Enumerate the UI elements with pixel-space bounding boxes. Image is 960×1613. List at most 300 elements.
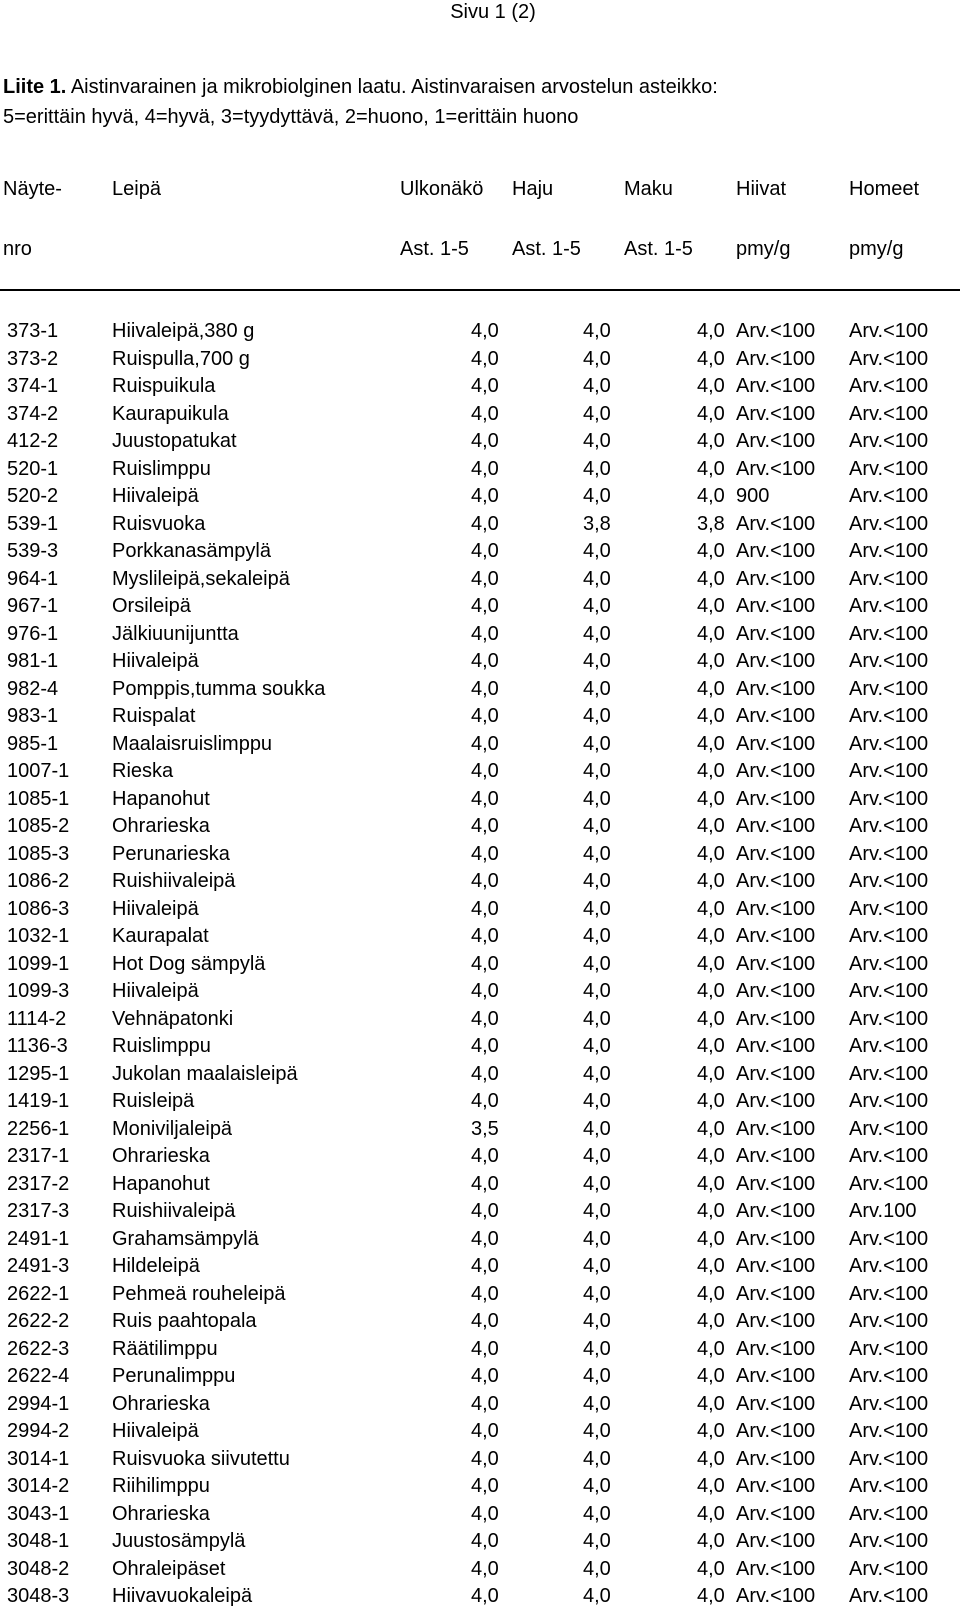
bread-name: Pehmeä rouheleipä	[112, 1282, 286, 1305]
molds-value: Arv.<100	[849, 677, 929, 700]
bread-name: Ruisvuoka	[112, 512, 206, 535]
header-maku: Maku	[624, 178, 673, 200]
appearance-score: 4,0	[471, 732, 499, 755]
taste-score: 4,0	[697, 1585, 725, 1607]
taste-score: 3,8	[697, 512, 725, 535]
molds-value: Arv.<100	[849, 1447, 929, 1470]
table-row	[0, 538, 960, 566]
column-header-row-1	[0, 178, 960, 204]
smell-score: 4,0	[583, 1227, 611, 1250]
taste-score: 4,0	[697, 595, 725, 617]
sample-number: 967-1	[7, 595, 59, 617]
table-row	[0, 1446, 960, 1474]
header-leipa: Leipä	[112, 178, 161, 200]
taste-score: 4,0	[697, 567, 725, 590]
bread-name: Grahamsämpylä	[112, 1227, 259, 1250]
taste-score: 4,0	[697, 1117, 725, 1140]
molds-value: Arv.<100	[849, 925, 929, 947]
bread-name: Räätilimppu	[112, 1337, 218, 1360]
taste-score: 4,0	[697, 760, 725, 782]
molds-value: Arv.<100	[849, 430, 929, 452]
smell-score: 4,0	[583, 430, 611, 452]
taste-score: 4,0	[697, 1420, 725, 1442]
molds-value: Arv.<100	[849, 320, 929, 342]
sample-number: 520-2	[7, 485, 59, 507]
smell-score: 4,0	[583, 457, 611, 480]
yeasts-value: Arv.<100	[736, 787, 816, 810]
smell-score: 4,0	[583, 952, 611, 975]
bread-name: Myslileipä,sekaleipä	[112, 567, 290, 590]
sample-number: 520-1	[7, 457, 59, 480]
yeasts-value: Arv.<100	[736, 1255, 816, 1277]
taste-score: 4,0	[697, 320, 725, 342]
header-hiivat: Hiivat	[736, 178, 787, 200]
bread-name: Hiivaleipä	[112, 897, 199, 920]
bread-name: Ruispuikula	[112, 375, 216, 397]
smell-score: 4,0	[583, 1557, 611, 1580]
yeasts-value: Arv.<100	[736, 1062, 816, 1085]
table-row	[0, 923, 960, 951]
smell-score: 4,0	[583, 1255, 611, 1277]
sample-number: 2622-4	[7, 1365, 70, 1387]
appendix-label: Liite 1.	[3, 76, 67, 98]
table-row	[0, 1418, 960, 1446]
molds-value: Arv.100	[849, 1200, 917, 1222]
taste-score: 4,0	[697, 650, 725, 672]
table-row	[0, 813, 960, 841]
smell-score: 4,0	[583, 677, 611, 700]
molds-value: Arv.<100	[849, 1145, 929, 1167]
taste-score: 4,0	[697, 705, 725, 727]
yeasts-value: Arv.<100	[736, 1200, 816, 1222]
molds-value: Arv.<100	[849, 1007, 929, 1030]
bread-name: Perunarieska	[112, 842, 230, 865]
appearance-score: 4,0	[471, 842, 499, 865]
yeasts-value: Arv.<100	[736, 1475, 816, 1497]
bread-name: Ruispalat	[112, 705, 196, 727]
molds-value: Arv.<100	[849, 980, 929, 1002]
appearance-score: 3,5	[471, 1117, 499, 1140]
yeasts-value: Arv.<100	[736, 1117, 816, 1140]
table-row	[0, 1143, 960, 1171]
appearance-score: 4,0	[471, 1172, 499, 1195]
smell-score: 4,0	[583, 1007, 611, 1030]
appearance-score: 4,0	[471, 1392, 499, 1415]
taste-score: 4,0	[697, 925, 725, 947]
smell-score: 4,0	[583, 595, 611, 617]
yeasts-value: Arv.<100	[736, 925, 816, 947]
sample-number: 539-3	[7, 540, 59, 562]
appearance-score: 4,0	[471, 760, 499, 782]
appearance-score: 4,0	[471, 457, 499, 480]
smell-score: 4,0	[583, 485, 611, 507]
bread-name: Ruis paahtopala	[112, 1310, 257, 1332]
smell-score: 4,0	[583, 1502, 611, 1525]
smell-score: 4,0	[583, 347, 611, 370]
taste-score: 4,0	[697, 1502, 725, 1525]
header-homeet: Homeet	[849, 178, 920, 200]
molds-value: Arv.<100	[849, 1282, 929, 1305]
results-table	[0, 318, 960, 1611]
molds-value: Arv.<100	[849, 567, 929, 590]
appearance-score: 4,0	[471, 567, 499, 590]
yeasts-value: Arv.<100	[736, 842, 816, 865]
bread-name: Juustosämpylä	[112, 1530, 246, 1552]
taste-score: 4,0	[697, 952, 725, 975]
appearance-score: 4,0	[471, 622, 499, 645]
table-row	[0, 318, 960, 346]
smell-score: 4,0	[583, 1062, 611, 1085]
taste-score: 4,0	[697, 1200, 725, 1222]
sample-number: 2491-1	[7, 1227, 70, 1250]
intro-line-1	[3, 72, 718, 102]
yeasts-value: Arv.<100	[736, 375, 816, 397]
table-row	[0, 1528, 960, 1556]
table-row	[0, 731, 960, 759]
yeasts-value: Arv.<100	[736, 815, 816, 837]
molds-value: Arv.<100	[849, 1475, 929, 1497]
molds-value: Arv.<100	[849, 1337, 929, 1360]
smell-score: 4,0	[583, 787, 611, 810]
header-divider	[0, 289, 960, 291]
bread-name: Ruishiivaleipä	[112, 1200, 236, 1222]
header-ulkonako: Ulkonäkö	[400, 178, 484, 200]
smell-score: 4,0	[583, 622, 611, 645]
intro-line-1-rest: Aistinvarainen ja mikrobiolginen laatu. Aistinvaraisen arvostelun asteikko:	[66, 76, 718, 98]
appearance-score: 4,0	[471, 815, 499, 837]
bread-name: Hiivaleipä	[112, 1420, 199, 1442]
column-header-row-2	[0, 238, 960, 264]
appearance-score: 4,0	[471, 1475, 499, 1497]
smell-score: 4,0	[583, 320, 611, 342]
smell-score: 4,0	[583, 705, 611, 727]
yeasts-value: Arv.<100	[736, 1145, 816, 1167]
appearance-score: 4,0	[471, 1090, 499, 1112]
sample-number: 3043-1	[7, 1502, 70, 1525]
smell-score: 4,0	[583, 980, 611, 1002]
bread-name: Ohrarieska	[112, 1392, 210, 1415]
sample-number: 1086-3	[7, 897, 70, 920]
smell-score: 4,0	[583, 1447, 611, 1470]
table-row	[0, 511, 960, 539]
bread-name: Hot Dog sämpylä	[112, 952, 266, 975]
sample-number: 3014-1	[7, 1447, 70, 1470]
yeasts-value: Arv.<100	[736, 1447, 816, 1470]
molds-value: Arv.<100	[849, 595, 929, 617]
taste-score: 4,0	[697, 732, 725, 755]
table-row	[0, 978, 960, 1006]
table-row	[0, 373, 960, 401]
molds-value: Arv.<100	[849, 870, 929, 892]
taste-score: 4,0	[697, 540, 725, 562]
smell-score: 4,0	[583, 1420, 611, 1442]
taste-score: 4,0	[697, 1255, 725, 1277]
taste-score: 4,0	[697, 897, 725, 920]
bread-name: Juustopatukat	[112, 430, 237, 452]
smell-score: 4,0	[583, 1392, 611, 1415]
table-row	[0, 566, 960, 594]
taste-score: 4,0	[697, 787, 725, 810]
yeasts-value: Arv.<100	[736, 1585, 816, 1607]
appearance-score: 4,0	[471, 980, 499, 1002]
smell-score: 4,0	[583, 1282, 611, 1305]
table-row	[0, 1583, 960, 1611]
sample-number: 3048-1	[7, 1530, 70, 1552]
yeasts-value: Arv.<100	[736, 732, 816, 755]
smell-score: 4,0	[583, 760, 611, 782]
smell-score: 4,0	[583, 1475, 611, 1497]
table-row	[0, 786, 960, 814]
sample-number: 964-1	[7, 567, 59, 590]
appearance-score: 4,0	[471, 485, 499, 507]
sample-number: 1099-1	[7, 952, 70, 975]
yeasts-value: 900	[736, 485, 770, 507]
smell-score: 4,0	[583, 402, 611, 425]
taste-score: 4,0	[697, 1062, 725, 1085]
taste-score: 4,0	[697, 980, 725, 1002]
molds-value: Arv.<100	[849, 512, 929, 535]
bread-name: Ohraleipäset	[112, 1557, 226, 1580]
bread-name: Riihilimppu	[112, 1475, 210, 1497]
appearance-score: 4,0	[471, 1447, 499, 1470]
yeasts-value: Arv.<100	[736, 622, 816, 645]
sample-number: 2994-1	[7, 1392, 70, 1415]
appearance-score: 4,0	[471, 1420, 499, 1442]
appearance-score: 4,0	[471, 430, 499, 452]
bread-name: Orsileipä	[112, 595, 191, 617]
molds-value: Arv.<100	[849, 1502, 929, 1525]
sample-number: 2491-3	[7, 1255, 70, 1277]
appearance-score: 4,0	[471, 375, 499, 397]
appearance-score: 4,0	[471, 1035, 499, 1057]
bread-name: Hiivaleipä	[112, 650, 199, 672]
bread-name: Pomppis,tumma soukka	[112, 677, 326, 700]
yeasts-value: Arv.<100	[736, 677, 816, 700]
sample-number: 1114-2	[7, 1007, 67, 1030]
smell-score: 4,0	[583, 842, 611, 865]
header-nro: nro	[3, 238, 32, 260]
taste-score: 4,0	[697, 1007, 725, 1030]
bread-name: Moniviljaleipä	[112, 1117, 233, 1140]
yeasts-value: Arv.<100	[736, 1090, 816, 1112]
sample-number: 1419-1	[7, 1090, 70, 1112]
yeasts-value: Arv.<100	[736, 897, 816, 920]
table-row	[0, 1556, 960, 1584]
header-nayte: Näyte-	[3, 178, 62, 200]
molds-value: Arv.<100	[849, 1310, 929, 1332]
appearance-score: 4,0	[471, 595, 499, 617]
taste-score: 4,0	[697, 1227, 725, 1250]
appearance-score: 4,0	[471, 1585, 499, 1607]
appearance-score: 4,0	[471, 1557, 499, 1580]
table-row	[0, 1226, 960, 1254]
molds-value: Arv.<100	[849, 1585, 929, 1607]
bread-name: Hiivaleipä	[112, 485, 199, 507]
table-row	[0, 1473, 960, 1501]
sample-number: 2256-1	[7, 1117, 70, 1140]
taste-score: 4,0	[697, 622, 725, 645]
smell-score: 4,0	[583, 1365, 611, 1387]
header-haju: Haju	[512, 178, 554, 200]
sample-number: 1295-1	[7, 1062, 70, 1085]
table-row	[0, 1391, 960, 1419]
yeasts-value: Arv.<100	[736, 512, 816, 535]
appearance-score: 4,0	[471, 787, 499, 810]
appearance-score: 4,0	[471, 1200, 499, 1222]
appearance-score: 4,0	[471, 512, 499, 535]
bread-name: Ruislimppu	[112, 1035, 211, 1057]
yeasts-value: Arv.<100	[736, 1392, 816, 1415]
sample-number: 1136-3	[7, 1035, 68, 1057]
yeasts-value: Arv.<100	[736, 1337, 816, 1360]
yeasts-value: Arv.<100	[736, 1420, 816, 1442]
taste-score: 4,0	[697, 485, 725, 507]
molds-value: Arv.<100	[849, 540, 929, 562]
sample-number: 983-1	[7, 705, 59, 727]
sample-number: 1032-1	[7, 925, 70, 947]
sample-number: 3014-2	[7, 1475, 70, 1497]
smell-score: 4,0	[583, 732, 611, 755]
table-row	[0, 1363, 960, 1391]
bread-name: Ohrarieska	[112, 1145, 210, 1167]
yeasts-value: Arv.<100	[736, 1035, 816, 1057]
yeasts-value: Arv.<100	[736, 1502, 816, 1525]
smell-score: 4,0	[583, 1035, 611, 1057]
appearance-score: 4,0	[471, 1255, 499, 1277]
yeasts-value: Arv.<100	[736, 650, 816, 672]
yeasts-value: Arv.<100	[736, 1172, 816, 1195]
molds-value: Arv.<100	[849, 457, 929, 480]
appearance-score: 4,0	[471, 320, 499, 342]
header-homeet-unit: pmy/g	[849, 238, 904, 260]
taste-score: 4,0	[697, 347, 725, 370]
sample-number: 1086-2	[7, 870, 70, 892]
molds-value: Arv.<100	[849, 1392, 929, 1415]
appearance-score: 4,0	[471, 402, 499, 425]
taste-score: 4,0	[697, 1172, 725, 1195]
yeasts-value: Arv.<100	[736, 347, 816, 370]
appearance-score: 4,0	[471, 1310, 499, 1332]
appearance-score: 4,0	[471, 705, 499, 727]
molds-value: Arv.<100	[849, 375, 929, 397]
table-row	[0, 483, 960, 511]
molds-value: Arv.<100	[849, 705, 929, 727]
molds-value: Arv.<100	[849, 1530, 929, 1552]
table-row	[0, 428, 960, 456]
header-haju-scale: Ast. 1-5	[512, 238, 581, 260]
table-row	[0, 758, 960, 786]
intro-line-2: 5=erittäin hyvä, 4=hyvä, 3=tyydyttävä, 2=huono, 1=erittäin huono	[3, 106, 579, 128]
taste-score: 4,0	[697, 1337, 725, 1360]
table-row	[0, 1006, 960, 1034]
table-row	[0, 1501, 960, 1529]
sample-number: 374-2	[7, 402, 59, 425]
table-row	[0, 1088, 960, 1116]
appearance-score: 4,0	[471, 952, 499, 975]
table-row	[0, 1281, 960, 1309]
table-row	[0, 1336, 960, 1364]
smell-score: 4,0	[583, 1200, 611, 1222]
table-row	[0, 1171, 960, 1199]
yeasts-value: Arv.<100	[736, 870, 816, 892]
bread-name: Ruislimppu	[112, 457, 211, 480]
sample-number: 985-1	[7, 732, 59, 755]
bread-name: Hiivaleipä	[112, 980, 199, 1002]
appearance-score: 4,0	[471, 677, 499, 700]
sample-number: 2317-1	[7, 1145, 70, 1167]
molds-value: Arv.<100	[849, 347, 929, 370]
smell-score: 4,0	[583, 540, 611, 562]
molds-value: Arv.<100	[849, 622, 929, 645]
sample-number: 3048-2	[7, 1557, 70, 1580]
molds-value: Arv.<100	[849, 842, 929, 865]
smell-score: 4,0	[583, 815, 611, 837]
taste-score: 4,0	[697, 1145, 725, 1167]
molds-value: Arv.<100	[849, 650, 929, 672]
appearance-score: 4,0	[471, 1530, 499, 1552]
yeasts-value: Arv.<100	[736, 320, 816, 342]
sample-number: 1085-2	[7, 815, 70, 837]
table-row	[0, 593, 960, 621]
yeasts-value: Arv.<100	[736, 1365, 816, 1387]
smell-score: 4,0	[583, 1145, 611, 1167]
bread-name: Hiivaleipä,380 g	[112, 320, 255, 342]
molds-value: Arv.<100	[849, 1420, 929, 1442]
bread-name: Hiivavuokaleipä	[112, 1585, 253, 1607]
taste-score: 4,0	[697, 1282, 725, 1305]
molds-value: Arv.<100	[849, 1557, 929, 1580]
smell-score: 4,0	[583, 1172, 611, 1195]
bread-name: Ohrarieska	[112, 1502, 210, 1525]
appearance-score: 4,0	[471, 540, 499, 562]
smell-score: 4,0	[583, 1337, 611, 1360]
smell-score: 4,0	[583, 870, 611, 892]
page-number	[0, 0, 960, 24]
smell-score: 4,0	[583, 925, 611, 947]
sample-number: 3048-3	[7, 1585, 70, 1607]
table-row	[0, 346, 960, 374]
molds-value: Arv.<100	[849, 952, 929, 975]
bread-name: Ruispulla,700 g	[112, 347, 250, 370]
intro-text	[3, 72, 718, 132]
molds-value: Arv.<100	[849, 1117, 929, 1140]
yeasts-value: Arv.<100	[736, 760, 816, 782]
yeasts-value: Arv.<100	[736, 980, 816, 1002]
yeasts-value: Arv.<100	[736, 402, 816, 425]
bread-name: Kaurapuikula	[112, 402, 229, 425]
yeasts-value: Arv.<100	[736, 952, 816, 975]
table-row	[0, 868, 960, 896]
yeasts-value: Arv.<100	[736, 457, 816, 480]
appearance-score: 4,0	[471, 1062, 499, 1085]
smell-score: 4,0	[583, 1530, 611, 1552]
bread-name: Maalaisruislimppu	[112, 732, 273, 755]
table-row	[0, 703, 960, 731]
appearance-score: 4,0	[471, 650, 499, 672]
table-row	[0, 456, 960, 484]
appearance-score: 4,0	[471, 1365, 499, 1387]
table-row	[0, 1198, 960, 1226]
sample-number: 1085-3	[7, 842, 70, 865]
yeasts-value: Arv.<100	[736, 705, 816, 727]
yeasts-value: Arv.<100	[736, 540, 816, 562]
molds-value: Arv.<100	[849, 787, 929, 810]
sample-number: 539-1	[7, 512, 59, 535]
bread-name: Kaurapalat	[112, 925, 209, 947]
yeasts-value: Arv.<100	[736, 567, 816, 590]
bread-name: Jälkiuunijuntta	[112, 622, 239, 645]
table-row	[0, 1061, 960, 1089]
